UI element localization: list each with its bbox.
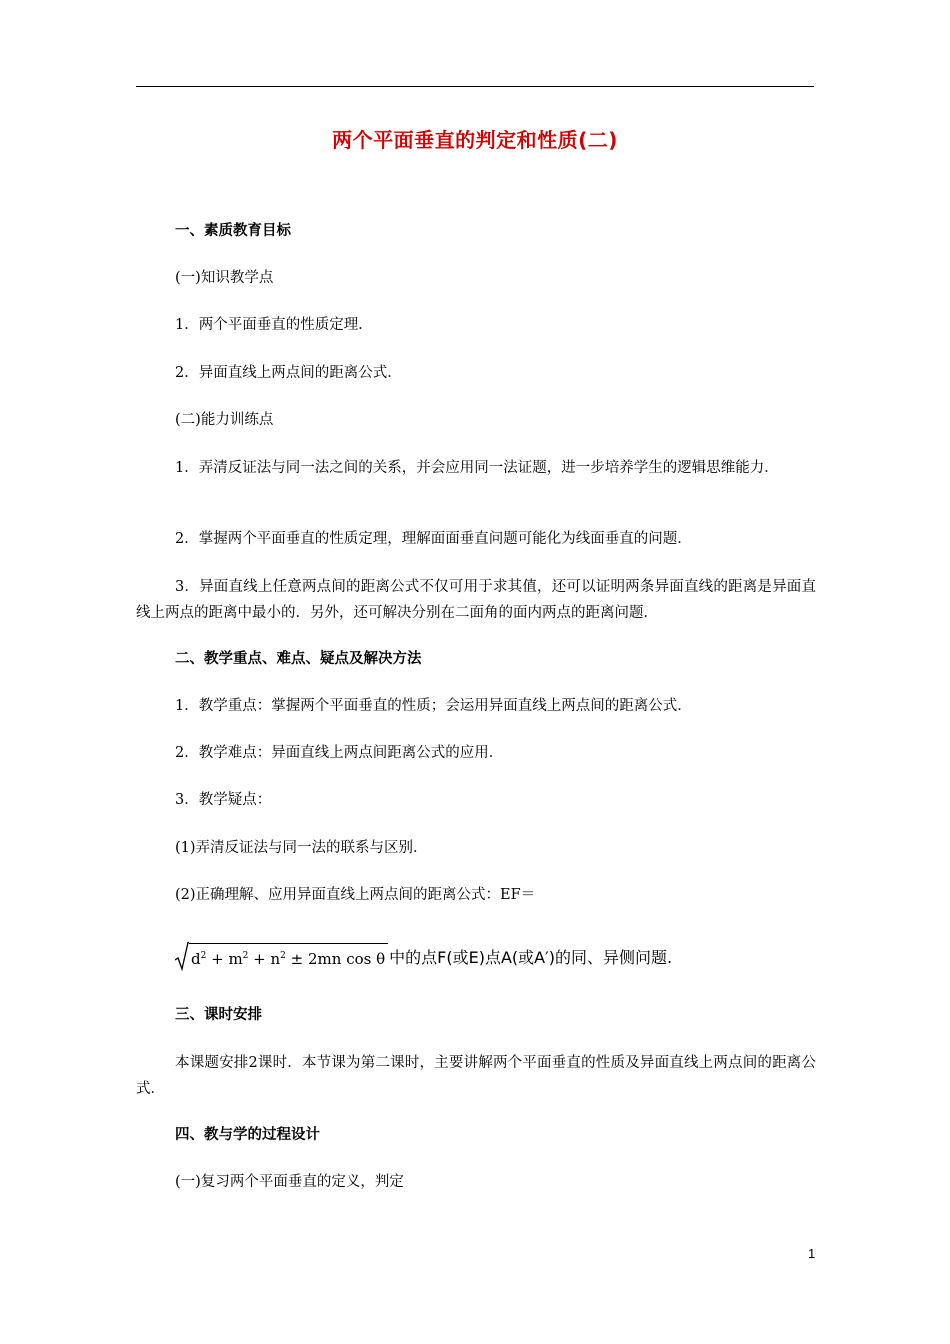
header-rule xyxy=(136,86,814,87)
section-1-heading: 一、素质教育目标 xyxy=(175,223,291,239)
exponent: 2 xyxy=(242,951,249,961)
radicand-cos-term: ± 2mn cos θ xyxy=(285,950,386,968)
formula-trailing-text: 中的点F(或E)点A(或A′)的同、异侧问题. xyxy=(389,947,673,967)
ability-item-2: 2．掌握两个平面垂直的性质定理，理解面面垂直问题可能化为线面垂直的问题． xyxy=(175,531,692,547)
section-1-subheading-knowledge: (一)知识教学点 xyxy=(175,270,274,286)
doubt-item: 3．教学疑点： xyxy=(175,792,272,808)
radicand-m: + m xyxy=(206,950,243,968)
exponent: 2 xyxy=(200,951,207,961)
distance-formula xyxy=(175,940,672,972)
radicand-n: + n xyxy=(248,950,281,968)
section-4-subheading-review: (一)复习两个平面垂直的定义，判定 xyxy=(175,1174,404,1190)
knowledge-item-2: 2．异面直线上两点间的距离公式． xyxy=(175,365,402,381)
ability-item-3: 3．异面直线上任意两点间的距离公式不仅可用于求其值，还可以证明两条异面直线的距离是异面直线上两点的距离中最小的．另外，还可解决分别在二面角的面内两点的距离问题． xyxy=(136,579,816,621)
radical-sign-icon xyxy=(175,941,189,971)
page-number: 1 xyxy=(808,1246,816,1261)
exponent: 2 xyxy=(280,951,286,961)
doubt-subitem-2: (2)正确理解、应用异面直线上两点间的距离公式：EF＝ xyxy=(175,887,536,903)
radicand-d: d xyxy=(191,950,201,968)
section-3-heading: 三、课时安排 xyxy=(175,1007,262,1023)
section-2-heading: 二、教学重点、难点、疑点及解决方法 xyxy=(175,651,422,667)
schedule-paragraph: 本课题安排2课时．本节课为第二课时，主要讲解两个平面垂直的性质及异面直线上两点间的距离公式． xyxy=(136,1055,816,1097)
difficulty-item: 2．教学难点：异面直线上两点间距离公式的应用． xyxy=(175,745,504,761)
knowledge-item-1: 1．两个平面垂直的性质定理． xyxy=(175,317,373,333)
section-1-subheading-ability: (二)能力训练点 xyxy=(175,412,274,428)
square-root xyxy=(175,941,388,971)
radicand xyxy=(189,943,388,971)
section-4-heading: 四、教与学的过程设计 xyxy=(175,1127,320,1143)
ability-item-1: 1．弄清反证法与同一法之间的关系，并会应用同一法证题，进一步培养学生的逻辑思维能力． xyxy=(175,460,779,476)
doubt-subitem-1: (1)弄清反证法与同一法的联系与区别． xyxy=(175,840,428,856)
document-title: 两个平面垂直的判定和性质(二) xyxy=(332,128,618,152)
key-point-item: 1．教学重点：掌握两个平面垂直的性质；会运用异面直线上两点间的距离公式． xyxy=(175,698,692,714)
